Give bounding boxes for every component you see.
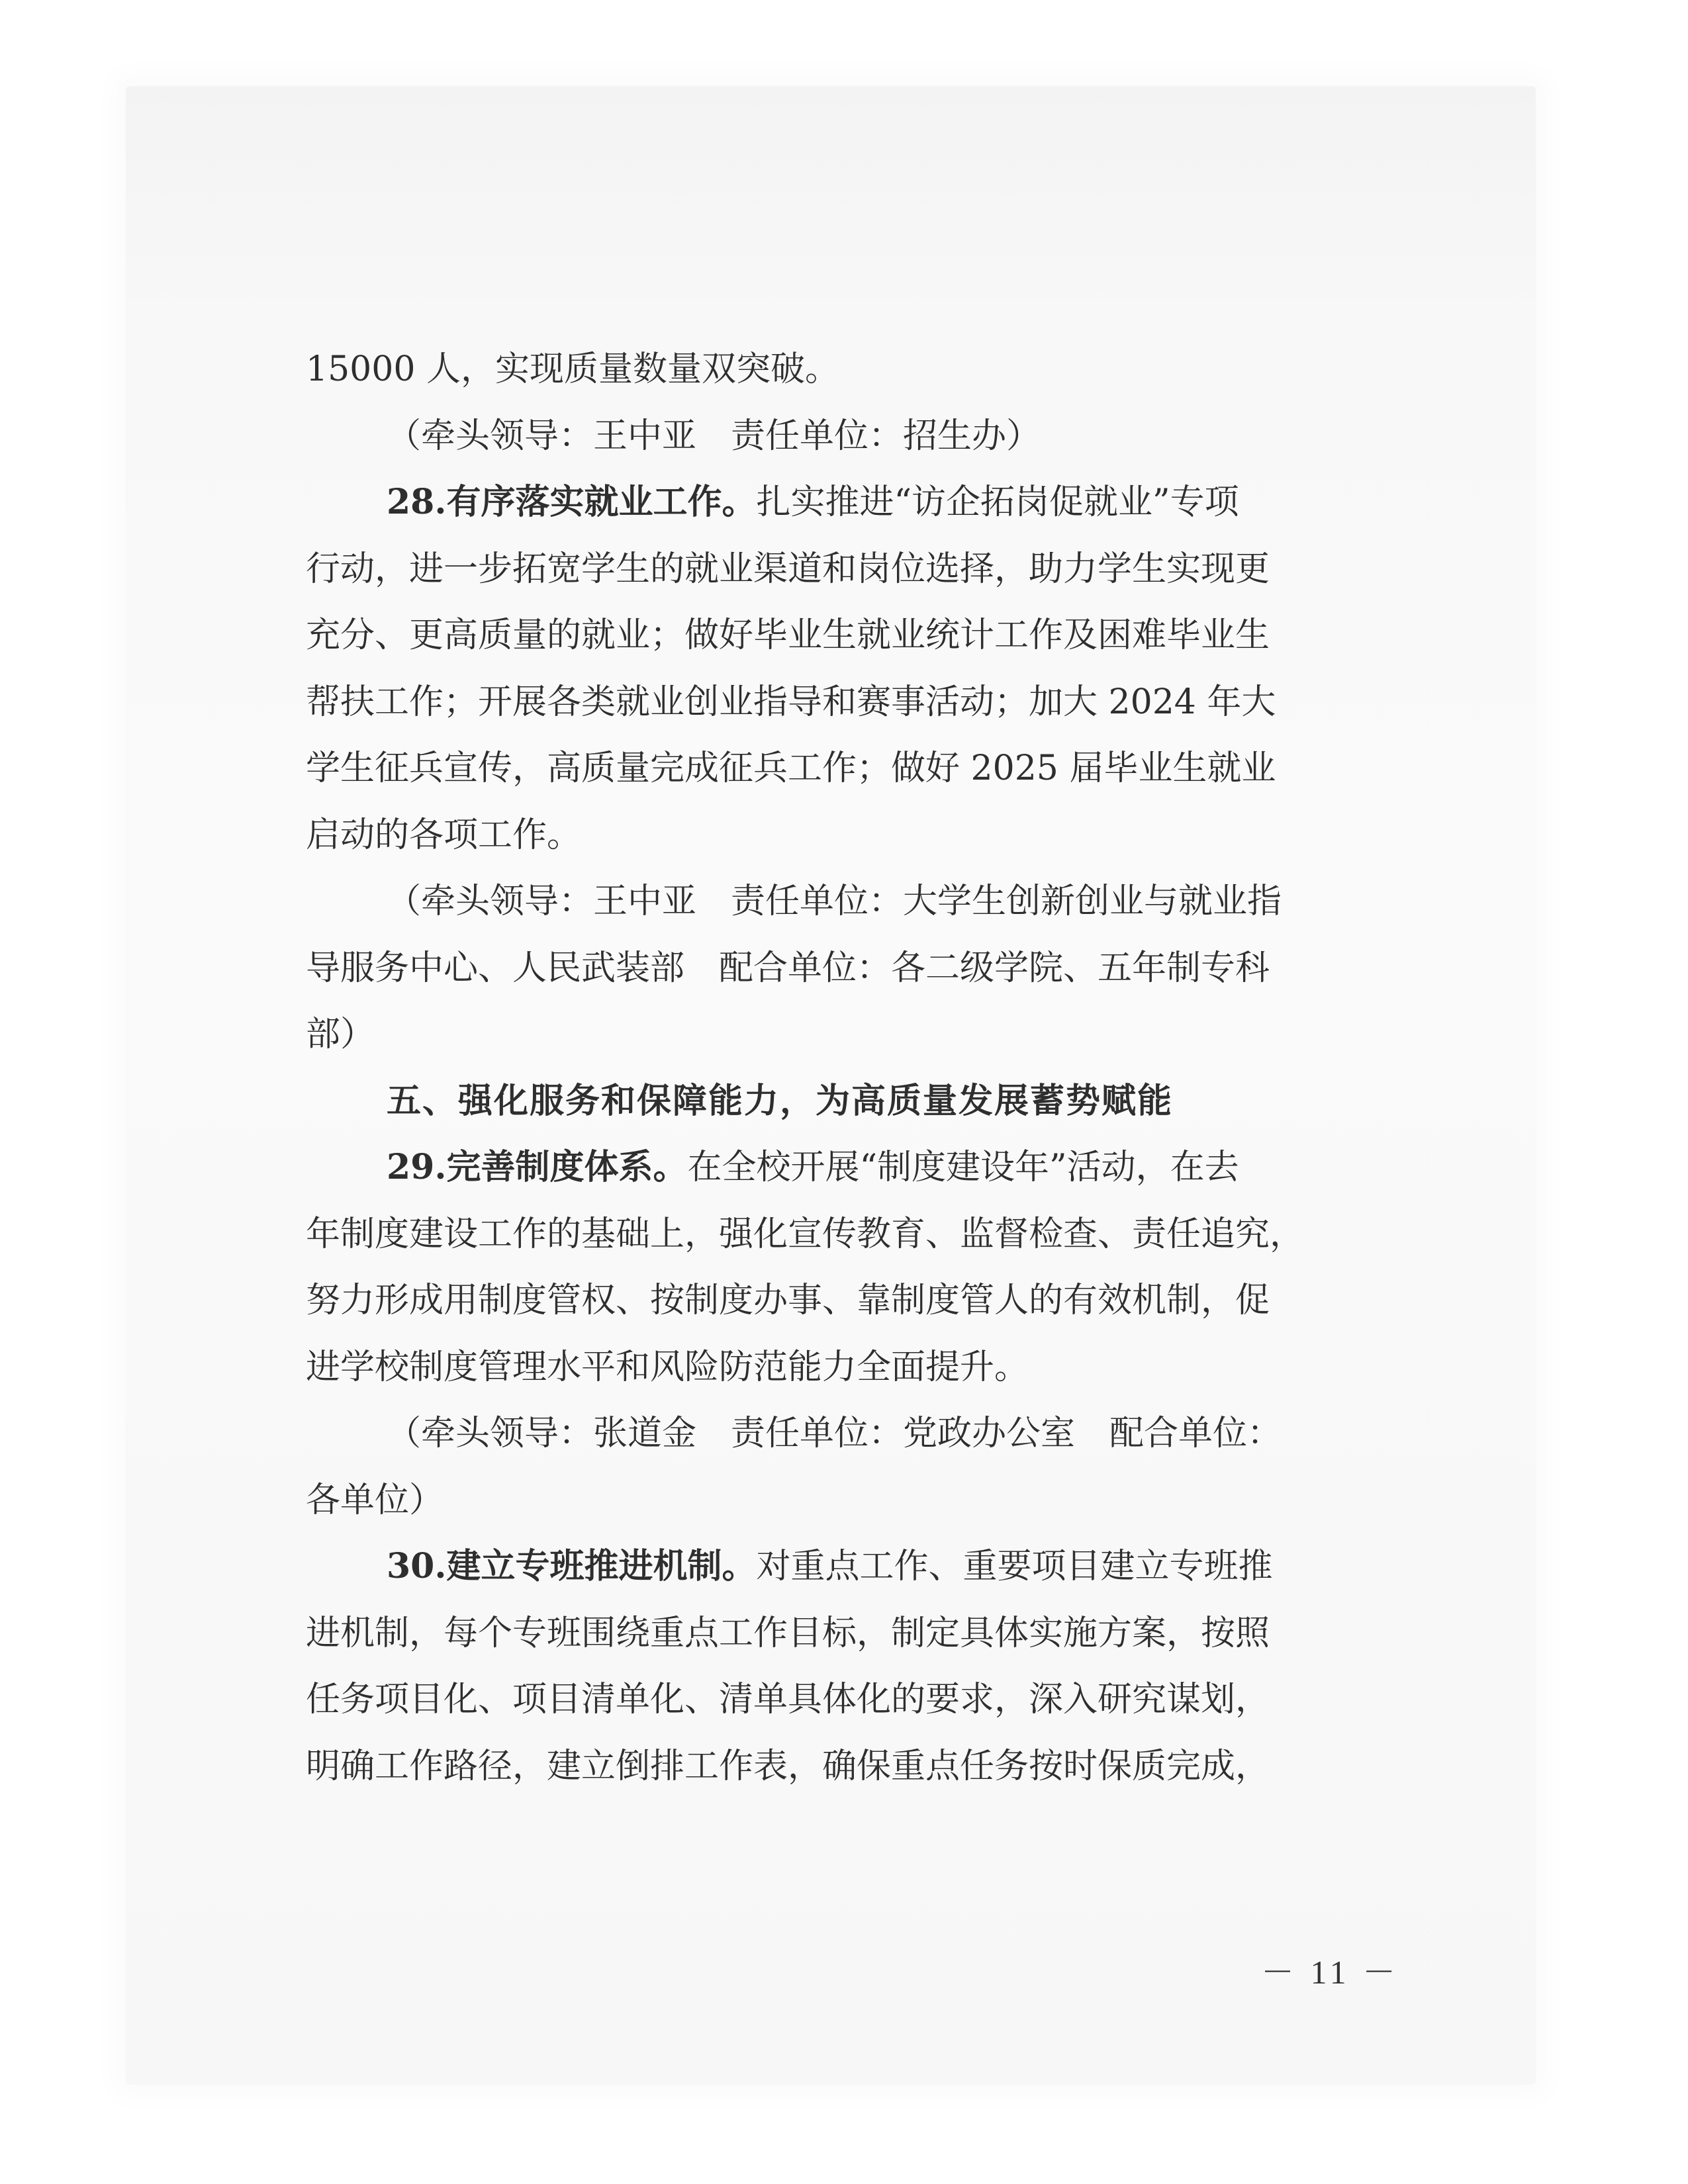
body-line: 各单位）: [306, 1480, 444, 1520]
body-line: 启动的各项工作。: [306, 815, 582, 855]
responsibility-note: （牵头领导：王中亚 责任单位：大学生创新创业与就业指: [387, 882, 1282, 921]
body-line: 努力形成用制度管权、按制度办事、靠制度管人的有效机制，促: [306, 1281, 1270, 1320]
body-line: 行动，进一步拓宽学生的就业渠道和岗位选择，助力学生实现更: [306, 549, 1270, 589]
item-28-text: 扎实推进“访企拓岗促就业”专项: [756, 482, 1239, 522]
body-line: 明确工作路径，建立倒排工作表，确保重点任务按时保质完成，: [306, 1746, 1270, 1786]
body-line: 导服务中心、人民武装部 配合单位：各二级学院、五年制专科: [306, 948, 1270, 988]
responsibility-note: （牵头领导：张道金 责任单位：党政办公室 配合单位：: [387, 1414, 1282, 1453]
document-body: [306, 336, 1369, 1799]
item-28-heading: 28.有序落实就业工作。: [387, 482, 757, 522]
body-line: 进机制，每个专班围绕重点工作目标，制定具体实施方案，按照: [306, 1613, 1270, 1653]
body-line: 充分、更高质量的就业；做好毕业生就业统计工作及困难毕业生: [306, 615, 1270, 655]
section-heading-5: 五、强化服务和保障能力，为高质量发展蓄势赋能: [387, 1081, 1174, 1121]
body-line: 年制度建设工作的基础上，强化宣传教育、监督检查、责任追究，: [306, 1214, 1305, 1254]
item-30-text: 对重点工作、重要项目建立专班推: [756, 1547, 1273, 1586]
body-line: 15000 人，实现质量数量双突破。: [306, 349, 839, 389]
responsibility-note: （牵头领导：王中亚 责任单位：招生办）: [387, 416, 1041, 456]
body-line: 进学校制度管理水平和风险防范能力全面提升。: [306, 1347, 1029, 1387]
item-28-line: [306, 469, 1369, 536]
item-29-text: 在全校开展“制度建设年”活动，在去: [687, 1148, 1239, 1187]
page-number: － 11 －: [1261, 1954, 1400, 1991]
body-line: 学生征兵宣传，高质量完成征兵工作；做好 2025 届毕业生就业: [306, 749, 1276, 788]
body-line: 任务项目化、项目清单化、清单具体化的要求，深入研究谋划，: [306, 1680, 1270, 1719]
item-30-heading: 30.建立专班推进机制。: [387, 1546, 757, 1586]
body-line: 部）: [306, 1015, 375, 1054]
item-29-line: [306, 1134, 1369, 1201]
item-30-line: [306, 1533, 1369, 1600]
body-line: 帮扶工作；开展各类就业创业指导和赛事活动；加大 2024 年大: [306, 682, 1276, 722]
item-29-heading: 29.完善制度体系。: [387, 1147, 688, 1187]
